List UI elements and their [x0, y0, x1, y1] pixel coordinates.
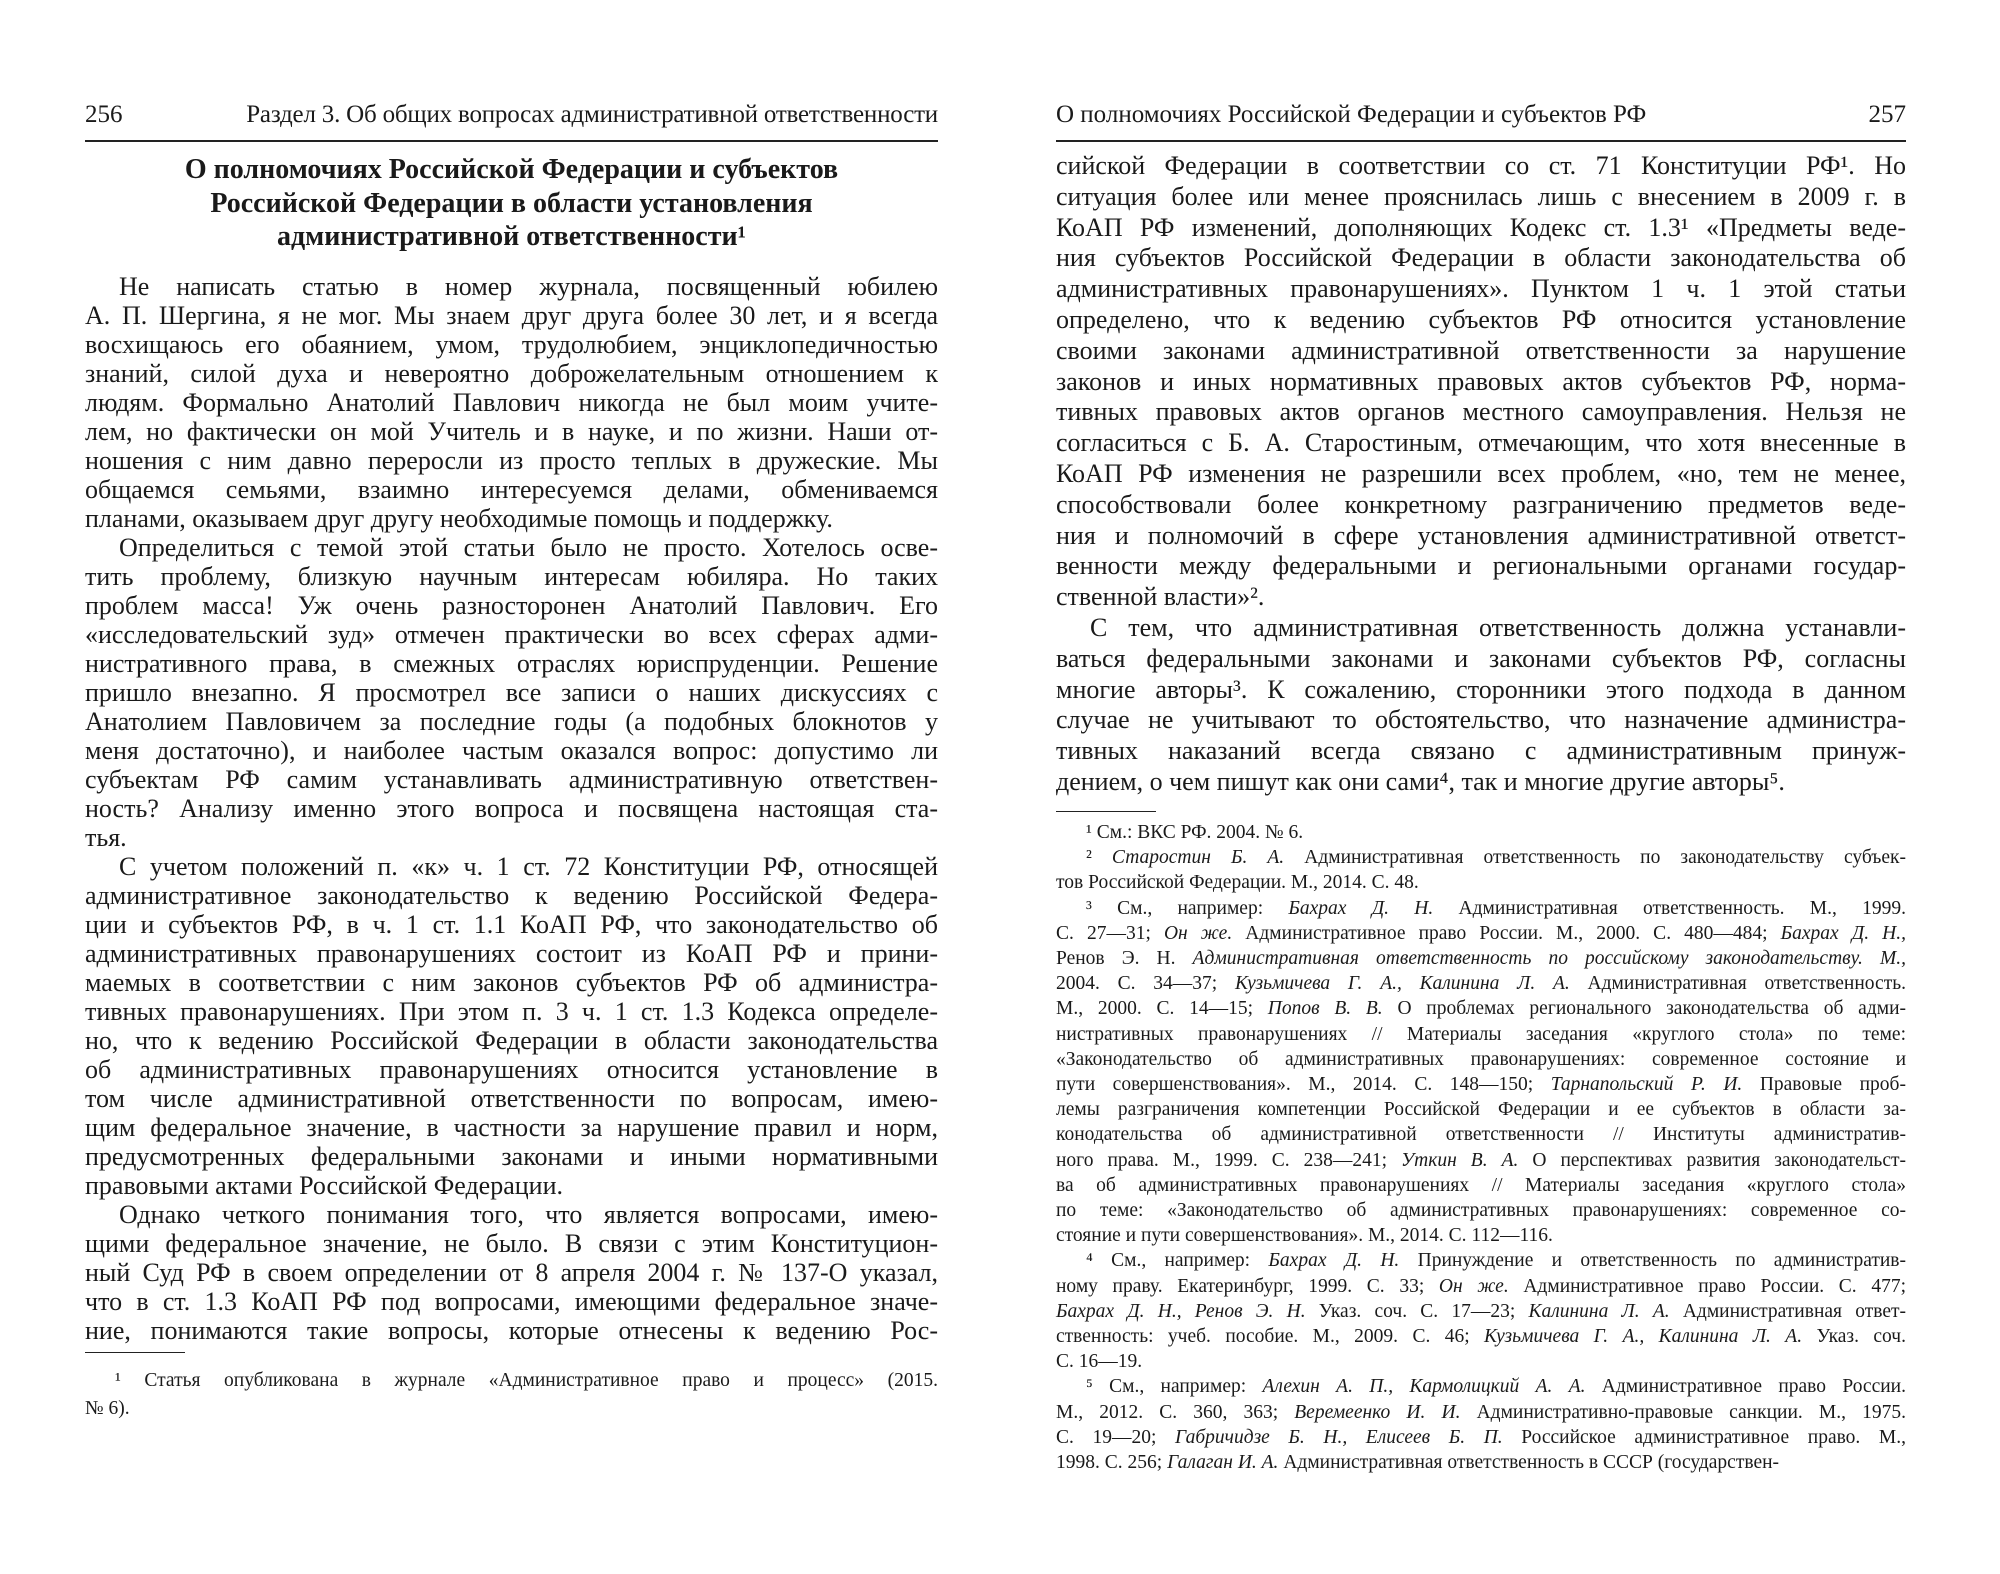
footnote-line	[1056, 1349, 1906, 1374]
text-line: знаний, силой духа и невероятно доброжелательным отношением к	[85, 359, 938, 388]
footnote-line	[1056, 1425, 1906, 1450]
left-page	[85, 0, 938, 1574]
paragraph	[85, 1200, 938, 1345]
footnote-text: нистративных правонарушениях // Материалы заседания «круглого стола» по теме:	[1056, 1023, 1906, 1045]
cited-author: Бахрах Д. Н.	[1268, 1250, 1400, 1272]
footnote-text: лемы разграничения компетенции Российской Федерации и ее субъектов в области за-	[1056, 1099, 1906, 1121]
footnote-line	[1056, 1223, 1906, 1248]
cited-author: Алехин А. П., Кармолицкий А. А.	[1262, 1376, 1586, 1398]
title-line: административной ответственности¹	[276, 221, 746, 252]
footnote-text: Правовые проб-	[1742, 1074, 1906, 1096]
footnote-text: ²	[1086, 847, 1112, 869]
text-line: тить проблему, близкую научным интересам юбиляра. Но таких	[85, 562, 938, 591]
text-line: пришло внезапно. Я просмотрел все записи о наших дискуссиях с	[85, 678, 938, 707]
footnote-text: Административно-правовые санкции. М., 1975.	[1460, 1401, 1906, 1423]
text-line: ношения с ним давно переросли из просто теплых в дружеские. Мы	[85, 446, 938, 475]
running-head: О полномочиях Российской Федерации и субъектов РФ	[1056, 101, 1647, 128]
footnote-line	[1056, 1400, 1906, 1425]
footnote-text: ственность: учеб. пособие. М., 2009. С. 46;	[1056, 1326, 1485, 1348]
text-line: законов и иных нормативных правовых актов субъектов РФ, норма-	[1056, 366, 1906, 396]
footnote-line	[1056, 1022, 1906, 1047]
cited-author: Он же.	[1163, 922, 1233, 944]
right-page	[1056, 0, 1906, 1574]
footnote-text: Административное право России.	[1585, 1376, 1906, 1398]
text-line: ции и субъектов РФ, в ч. 1 ст. 1.1 КоАП РФ, что законодательство об	[85, 910, 938, 939]
cited-author: Галаган И. А.	[1167, 1452, 1279, 1474]
footnote-text: № 6).	[85, 1398, 130, 1419]
footnote-line	[1056, 1122, 1906, 1147]
text-line: Не написать статью в номер журнала, посвященный юбилею	[119, 272, 938, 301]
text-line: ния и полномочий в сфере установления административной ответст-	[1056, 520, 1906, 550]
footnote-line	[1056, 870, 1906, 895]
footnote-text: пути совершенствования». М., 2014. С. 148—150;	[1056, 1074, 1551, 1096]
header-rule	[85, 140, 938, 142]
footnote-line	[1056, 1072, 1906, 1097]
footnote-text: ⁴ См., например:	[1086, 1250, 1269, 1272]
page-number: 256	[85, 101, 123, 128]
text-line: определено, что к ведению субъектов РФ относится установление	[1056, 304, 1906, 334]
footnote-text: ва об административных правонарушениях // Материалы заседания «круглого стола»	[1056, 1174, 1906, 1196]
text-line: меня достаточно), и наиболее частым оказался вопрос: допустимо ли	[85, 736, 938, 765]
cited-author: Габричидзе Б. Н., Елисеев Б. П.	[1174, 1426, 1503, 1448]
footnote-line	[1056, 1374, 1906, 1399]
text-line: ние, понимаются такие вопросы, которые отнесены к ведению Рос-	[85, 1316, 938, 1345]
footnote-line	[1056, 1450, 1906, 1475]
page-number: 257	[1868, 101, 1906, 128]
footnote-text: «Законодательство об административных правонарушениях: современное состояние и	[1056, 1048, 1906, 1070]
text-line: КоАП РФ изменения не разрешили всех проблем, «но, тем не менее,	[1056, 458, 1906, 488]
text-line: что в ст. 1.3 КоАП РФ под вопросами, имеющими федеральное значе-	[85, 1287, 938, 1316]
footnote-line	[1056, 845, 1906, 870]
footnote-text: 2004. С. 34—37;	[1056, 973, 1235, 995]
cited-author: Уткин В. А.	[1401, 1149, 1519, 1171]
footnote-text: ного права. М., 1999. С. 238—241;	[1056, 1149, 1402, 1171]
text-line: ния субъектов Российской Федерации в области законодательства об	[1056, 243, 1906, 273]
title-line: О полномочиях Российской Федерации и субъектов	[184, 154, 839, 185]
text-line: правовыми актами Российской Федерации.	[85, 1171, 564, 1200]
text-line: но, что к ведению Российской Федерации в области законодательства	[85, 1026, 938, 1055]
footnote-text: Административное право России. С. 477;	[1508, 1275, 1906, 1297]
footnote-text: Административная ответственность по законодательству субъек-	[1284, 847, 1906, 869]
text-line: КоАП РФ изменений, дополняющих Кодекс ст. 1.3¹ «Предметы веде-	[1056, 212, 1906, 242]
text-line: субъектам РФ самим устанавливать административную ответствен-	[85, 765, 938, 794]
header-rule	[1056, 140, 1906, 142]
footnote-text: С. 19—20;	[1056, 1426, 1175, 1448]
text-line: ситуация более или менее прояснилась лишь с внесением в 2009 г. в	[1056, 181, 1906, 211]
text-line: сийской Федерации в соответствии со ст. 71 Конституции РФ¹. Но	[1056, 151, 1906, 180]
footnote-line	[1056, 1097, 1906, 1122]
footnote-separator	[1056, 811, 1156, 812]
cited-author: Кузьмичева Г. А., Калинина Л. А.	[1484, 1326, 1803, 1348]
footnotes	[85, 1367, 938, 1423]
footnote-line	[1056, 946, 1906, 971]
text-line: административных правонарушениях». Пунктом 1 ч. 1 этой статьи	[1056, 274, 1906, 304]
footnote-text: ¹ Статья опубликована в журнале «Административное право и процесс» (2015.	[115, 1370, 938, 1391]
text-line: том числе административной ответственности по вопросам, имею-	[85, 1084, 938, 1113]
footnote-line	[85, 1367, 938, 1395]
footnote-text: Административная ответственность.	[1569, 973, 1906, 995]
text-line: дением, о чем пишут как они сами⁴, так и многие другие авторы⁵.	[1056, 766, 1785, 796]
footnotes	[1056, 820, 1906, 1475]
text-line: согласиться с Б. А. Старостиным, отмечающим, что хотя внесенные в	[1056, 428, 1906, 458]
footnote-line	[1056, 1324, 1906, 1349]
text-line: тивных правовых актов органов местного самоуправления. Нельзя не	[1056, 397, 1906, 427]
cited-author: Старостин Б. А.	[1111, 847, 1285, 869]
footnote-line	[1056, 820, 1906, 845]
text-line: административных правонарушениях состоит из КоАП РФ и прини-	[85, 939, 938, 968]
text-line: тивных наказаний всегда связано с административным принуж-	[1056, 736, 1906, 766]
footnote-text: ⁵ См., например:	[1086, 1376, 1263, 1398]
footnote-text: Указ. соч. С. 17—23;	[1305, 1300, 1529, 1322]
footnote-separator	[85, 1352, 185, 1353]
text-line: ственной власти»².	[1056, 582, 1265, 612]
text-line: лем, но фактически он мой Учитель и в науке, и по жизни. Наши от-	[85, 417, 938, 446]
text-line: об административных правонарушениях относится установление в	[85, 1055, 938, 1084]
footnote-line	[1056, 1274, 1906, 1299]
cited-author: Калинина Л. А.	[1528, 1300, 1670, 1322]
paragraph	[85, 533, 938, 852]
running-header	[85, 98, 938, 132]
text-line: тья.	[85, 823, 127, 852]
footnote-text: О проблемах регионального законодательства об адми-	[1382, 998, 1906, 1020]
text-line: нистративного права, в смежных отраслях юриспруденции. Решение	[85, 649, 938, 678]
footnote-text: конодательства об административной ответственности // Институты административ-	[1056, 1124, 1906, 1146]
text-line: С учетом положений п. «к» ч. 1 ст. 72 Конституции РФ, относящей	[119, 852, 938, 881]
text-line: Определиться с темой этой статьи было не просто. Хотелось осве-	[119, 533, 938, 562]
text-line: многие авторы³. К сожалению, сторонники этого подхода в данном	[1056, 674, 1906, 704]
paragraph	[1056, 613, 1906, 798]
footnote-line	[1056, 971, 1906, 996]
footnote-text: тов Российской Федерации. М., 2014. С. 48.	[1056, 872, 1419, 894]
footnote-text: О перспективах развития законодательст-	[1518, 1149, 1906, 1171]
text-line: предусмотренных федеральными законами и иными нормативными	[85, 1142, 938, 1171]
footnote	[1056, 1248, 1906, 1374]
footnote-line	[1056, 1047, 1906, 1072]
cited-author: Бахрах Д. Н.,	[1780, 922, 1906, 944]
footnote-line	[1056, 1173, 1906, 1198]
footnote-text: Административная ответственность. М., 1999.	[1433, 897, 1906, 919]
text-line: планами, оказываем друг другу необходимые помощь и поддержку.	[85, 504, 833, 533]
footnote-text: Принуждение и ответственность по административ-	[1399, 1250, 1907, 1272]
text-line: восхищаюсь его обаянием, умом, трудолюбием, энциклопедичностью	[85, 330, 938, 359]
text-line: щими федеральное значение, не было. В связи с этим Конституцион-	[85, 1229, 938, 1258]
text-line: административное законодательство к ведению Российской Федера-	[85, 881, 938, 910]
cited-author: Административная ответственность по российскому законодательству. М.,	[1175, 948, 1906, 970]
text-line: венности между федеральными и региональными органами государ-	[1056, 551, 1906, 581]
article-title	[85, 153, 938, 254]
text-line: Анатолием Павловичем за последние годы (а подобных блокнотов у	[85, 707, 938, 736]
footnote-line	[1056, 921, 1906, 946]
text-line: маемых в соответствии с ним законов субъектов РФ об администра-	[85, 968, 938, 997]
footnote-text: ³ См., например:	[1086, 897, 1289, 919]
text-line: общаемся семьями, взаимно интересуемся делами, обмениваемся	[85, 475, 938, 504]
paragraph	[85, 272, 938, 533]
text-line: своими законами административной ответственности за нарушение	[1056, 335, 1906, 365]
text-line: случае не учитывают то обстоятельство, что назначение администра-	[1056, 705, 1906, 735]
footnote	[1056, 820, 1906, 845]
cited-author: Веремеенко И. И.	[1294, 1401, 1461, 1423]
footnote-text: М., 2012. С. 360, 363;	[1056, 1401, 1295, 1423]
title-line: Российской Федерации в области установления	[210, 187, 813, 219]
footnote-text: Административное право России. М., 2000. С. 480—484;	[1232, 922, 1781, 944]
footnote-text: Российское административное право. М.,	[1502, 1426, 1906, 1448]
footnote-text: стояние и пути совершенствования». М., 2014. С. 112—116.	[1056, 1225, 1553, 1247]
text-line: проблем масса! Уж очень разносторонен Анатолий Павлович. Его	[85, 591, 938, 620]
text-line: тивных правонарушениях. При этом п. 3 ч. 1 ст. 1.3 Кодекса определе-	[85, 997, 938, 1026]
footnote-line	[1056, 896, 1906, 921]
footnote-text: ному праву. Екатеринбург, 1999. С. 33;	[1056, 1275, 1439, 1297]
cited-author: Тарнапольский Р. И.	[1550, 1074, 1743, 1096]
text-line: ность? Анализу именно этого вопроса и посвящена настоящая ста-	[85, 794, 938, 823]
footnote-text: М., 2000. С. 14—15;	[1056, 998, 1268, 1020]
footnote-line	[1056, 996, 1906, 1021]
cited-author: Попов В. В.	[1267, 998, 1383, 1020]
footnote-line	[1056, 1299, 1906, 1324]
footnote-line	[1056, 1198, 1906, 1223]
footnote-text: ¹ См.: ВКС РФ. 2004. № 6.	[1086, 822, 1304, 843]
footnote-text: 1998. С. 256;	[1056, 1452, 1168, 1474]
footnote-text: Административная ответ-	[1669, 1300, 1906, 1322]
footnote	[1056, 896, 1906, 1249]
footnote-text: Ренов Э. Н.	[1056, 948, 1176, 970]
footnote-text: Указ. соч.	[1802, 1326, 1906, 1348]
footnote-text: С. 27—31;	[1056, 922, 1164, 944]
text-line: Однако четкого понимания того, что является вопросами, имею-	[119, 1200, 938, 1229]
footnote-line	[1056, 1248, 1906, 1273]
footnote-line	[1056, 1148, 1906, 1173]
paragraph	[85, 852, 938, 1200]
paragraph	[1056, 151, 1906, 613]
cited-author: Бахрах Д. Н., Ренов Э. Н.	[1056, 1300, 1306, 1322]
body-text	[85, 272, 938, 1345]
footnote-text: по теме: «Законодательство об административных правонарушениях: современное со-	[1056, 1200, 1906, 1222]
text-line: ваться федеральными законами и законами субъектов РФ, согласны	[1056, 643, 1906, 673]
text-line: способствовали более конкретному разграничению предметов веде-	[1056, 489, 1906, 519]
footnote	[1056, 845, 1906, 895]
text-line: А. П. Шергина, я не мог. Мы знаем друг друга более 30 лет, и я всегда	[85, 301, 938, 330]
text-line: ный Суд РФ в своем определении от 8 апреля 2004 г. № 137-О указал,	[85, 1258, 938, 1287]
footnote	[1056, 1374, 1906, 1475]
cited-author: Кузьмичева Г. А., Калинина Л. А.	[1234, 973, 1570, 995]
running-head: Раздел 3. Об общих вопросах административной ответственности	[246, 101, 938, 128]
cited-author: Бахрах Д. Н.	[1288, 897, 1434, 919]
footnote-line	[85, 1395, 938, 1423]
text-line: С тем, что административная ответственность должна устанавли-	[1090, 612, 1906, 642]
footnote-text: С. 16—19.	[1056, 1351, 1143, 1373]
footnote-text: Административная ответственность в СССР (государствен-	[1278, 1452, 1780, 1474]
running-header	[1056, 98, 1906, 132]
text-line: щим федеральное значение, в частности за нарушение правил и норм,	[85, 1113, 938, 1142]
body-text	[1056, 151, 1906, 798]
text-line: «исследовательский зуд» отмечен практически во всех сферах адми-	[85, 620, 938, 649]
cited-author: Он же.	[1438, 1275, 1509, 1297]
footnote	[85, 1367, 938, 1423]
text-line: людям. Формально Анатолий Павлович никогда не был моим учите-	[85, 388, 938, 417]
